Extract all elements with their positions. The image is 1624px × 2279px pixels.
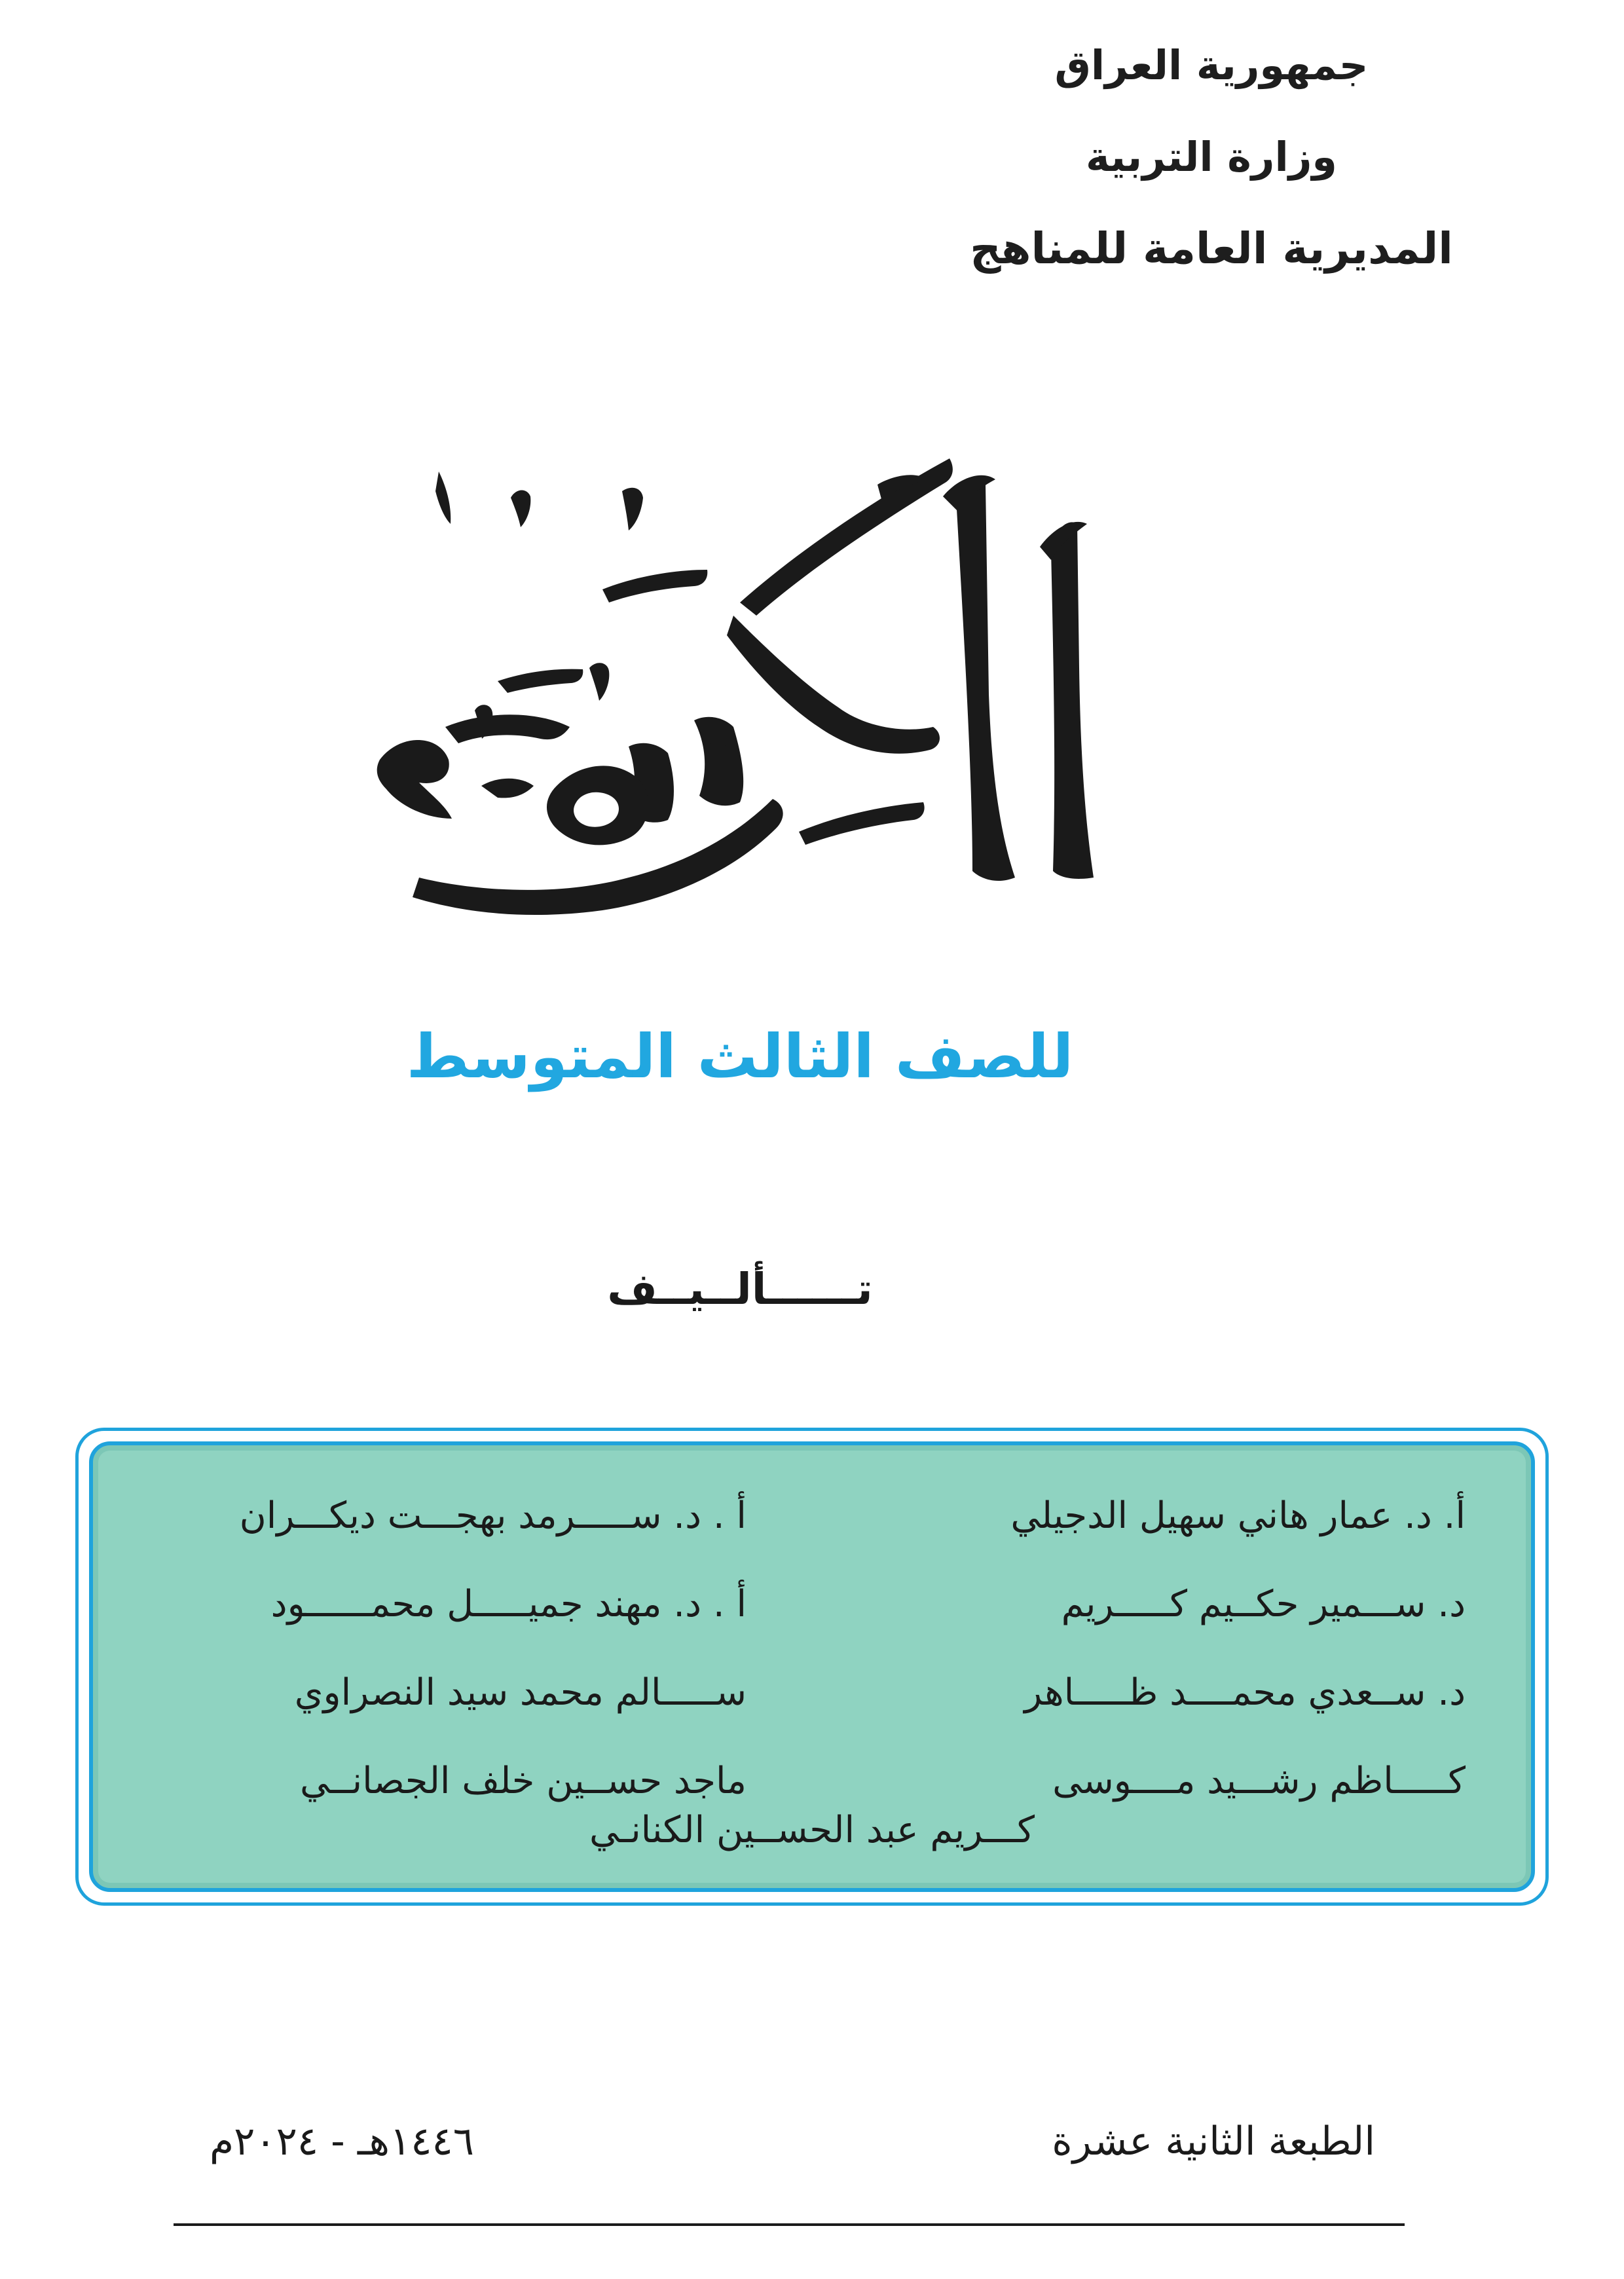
grade-subtitle: للصف الثالث المتوسط — [406, 1022, 1074, 1092]
author-name: أ . د. ســـــرمد بهجـــت ديكـــران — [239, 1494, 747, 1537]
author-name: أ. د. عمار هاني سهيل الدجيلي — [1010, 1494, 1466, 1537]
issuing-authority — [917, 20, 1506, 295]
authored-by-label: تــــــألــيــف — [607, 1264, 873, 1314]
ministry-name: وزارة التربية — [1086, 133, 1337, 181]
authors-box-inner — [89, 1441, 1535, 1892]
author-name: د. ســعدي محمــــد ظـــــاهر — [1024, 1671, 1466, 1714]
country-name: جمهورية العراق — [1054, 41, 1369, 89]
calligraphy-artwork — [341, 419, 1159, 982]
author-name: ســـــالم محمد سيد النصراوي — [294, 1671, 747, 1714]
edition-label: الطبعة الثانية عشرة — [1052, 2119, 1375, 2164]
author-name: أ . د. مهند جميـــــل محمــــــود — [270, 1583, 747, 1625]
bottom-divider — [174, 2223, 1405, 2226]
author-name: كـــــاظم رشـــيد مــــوسى — [1052, 1760, 1466, 1802]
authors-box — [75, 1428, 1549, 1906]
directorate-name: المديرية العامة للمناهج — [970, 223, 1453, 274]
authors-list — [158, 1472, 1466, 1825]
publication-year: ١٤٤٦هـ - ٢٠٢٤م — [210, 2119, 474, 2164]
author-name-last: كـــريم عبد الحســين الكنانـي — [589, 1809, 1035, 1851]
author-name: د. ســـمير حكــيم كـــــريم — [1061, 1583, 1466, 1625]
author-name: ماجد حســين خلف الجصانــي — [300, 1760, 747, 1802]
book-title-calligraphy — [341, 419, 1159, 982]
